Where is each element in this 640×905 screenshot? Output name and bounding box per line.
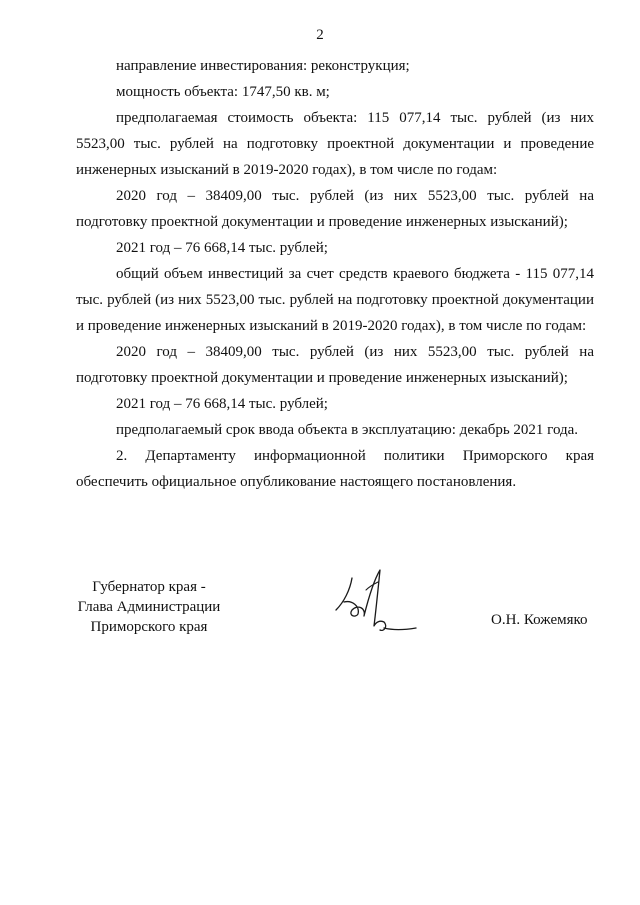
- signatory-name: О.Н. Кожемяко: [491, 612, 588, 628]
- paragraph-estimated-cost: предполагаемая стоимость объекта: 115 077,14 тыс. рублей (из них 5523,00 тыс. рублей на подготовку проектной документации и проведение инженерных изысканий в 2019-2020 годах), в том числе по годам:: [76, 110, 594, 178]
- paragraph-commissioning-date: предполагаемый срок ввода объекта в эксплуатацию: декабрь 2021 года.: [116, 422, 579, 438]
- paragraph-cost-2021: 2021 год – 76 668,14 тыс. рублей;: [116, 240, 328, 256]
- signatory-position-line: Глава Администрации: [77, 599, 221, 615]
- paragraph-investment-2020: 2020 год – 38409,00 тыс. рублей (из них 5523,00 тыс. рублей на подготовку проектной документации и проведение инженерных изысканий);: [76, 344, 594, 386]
- signatory-position-line: Губернатор края -: [92, 579, 206, 595]
- paragraph-cost-2020: 2020 год – 38409,00 тыс. рублей (из них 5523,00 тыс. рублей на подготовку проектной документации и проведение инженерных изысканий);: [76, 188, 594, 230]
- paragraph-publication-order: 2. Департаменту информационной политики Приморского края обеспечить официальное опубликование настоящего постановления.: [76, 448, 594, 490]
- paragraph-total-investment: общий объем инвестиций за счет средств краевого бюджета - 115 077,14 тыс. рублей (из них 5523,00 тыс. рублей на подготовку проектной документации и проведение инженерных изысканий в 2019-2020 годах), в том числе по годам:: [76, 266, 594, 334]
- paragraph-direction: направление инвестирования: реконструкция;: [116, 58, 410, 74]
- page-number: 2: [316, 27, 324, 43]
- paragraph-investment-2021: 2021 год – 76 668,14 тыс. рублей;: [116, 396, 328, 412]
- signatory-position-line: Приморского края: [90, 619, 208, 635]
- paragraph-capacity: мощность объекта: 1747,50 кв. м;: [116, 84, 330, 100]
- document-body: [76, 53, 594, 495]
- signatory-position: [74, 577, 224, 637]
- handwritten-signature: [330, 560, 420, 640]
